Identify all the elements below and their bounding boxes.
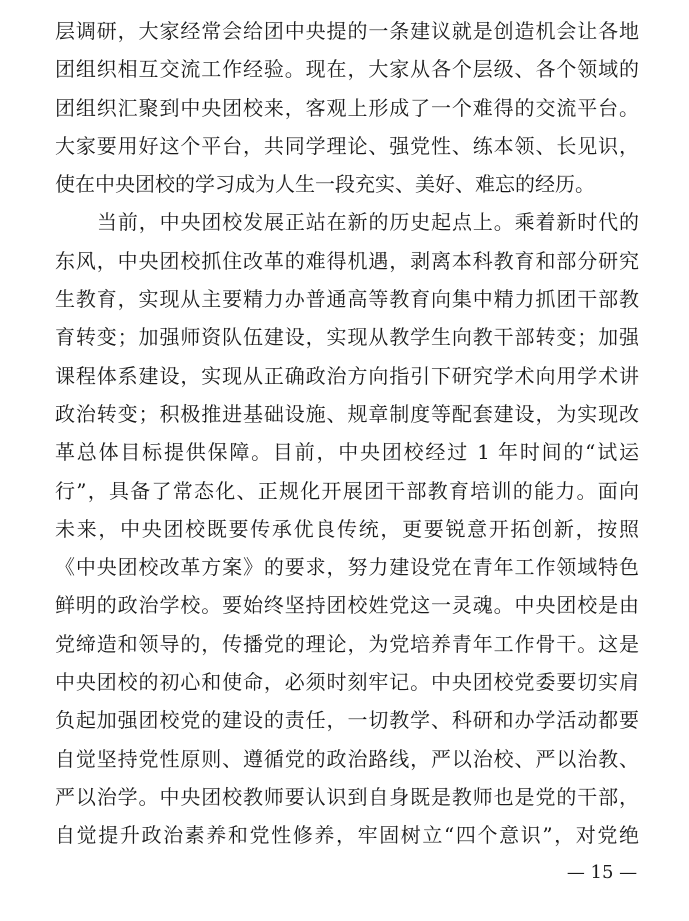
text-line: 东风，中央团校抓住改革的难得机遇，剥离本科教育和部分研究 — [55, 248, 639, 273]
text-line: 党缔造和领导的，传播党的理论，为党培养青年工作骨干。这是 — [55, 631, 639, 656]
text-line: 负起加强团校党的建设的责任，一切教学、科研和办学活动都要 — [55, 708, 639, 733]
text-line: 自觉坚持党性原则、遵循党的政治路线，严以治校、严以治教、 — [55, 746, 639, 771]
text-line: 育转变；加强师资队伍建设，实现从教学生向教干部转变；加强 — [55, 325, 639, 350]
text-line: 课程体系建设，实现从正确政治方向指引下研究学术向用学术讲 — [55, 363, 639, 388]
text-line: 革总体目标提供保障。目前，中央团校经过 1 年时间的“试运 — [55, 440, 639, 465]
paragraph-first-line: 当前，中央团校发展正站在新的历史起点上。乘着新时代的 — [97, 210, 639, 235]
text-line: 使在中央团校的学习成为人生一段充实、美好、难忘的经历。 — [55, 172, 595, 197]
page-number: — 15 — — [566, 862, 638, 883]
text-line: 层调研，大家经常会给团中央提的一条建议就是创造机会让各地 — [55, 19, 639, 43]
text-line: 政治转变；积极推进基础设施、规章制度等配套建设，为实现改 — [55, 401, 639, 426]
text-line: 团组织相互交流工作经验。现在，大家从各个层级、各个领域的 — [55, 57, 639, 82]
text-line: 团组织汇聚到中央团校来，客观上形成了一个难得的交流平台。 — [55, 95, 639, 120]
text-line: 严以治学。中央团校教师要认识到自身既是教师也是党的干部， — [55, 784, 639, 809]
text-line: 《中央团校改革方案》的要求，努力建设党在青年工作领域特色 — [55, 555, 639, 580]
text-line: 行”，具备了常态化、正规化开展团干部教育培训的能力。面向 — [55, 478, 639, 503]
text-line: 鲜明的政治学校。要始终坚持团校姓党这一灵魂。中央团校是由 — [55, 593, 639, 618]
text-line: 大家要用好这个平台，共同学理论、强党性、练本领、长见识， — [55, 133, 639, 158]
text-line: 自觉提升政治素养和党性修养，牢固树立“四个意识”，对党绝 — [55, 823, 639, 848]
text-line: 生教育，实现从主要精力办普通高等教育向集中精力抓团干部教 — [55, 287, 639, 312]
body-text — [55, 12, 639, 855]
text-line: 中央团校的初心和使命，必须时刻牢记。中央团校党委要切实肩 — [55, 670, 639, 695]
text-line: 未来，中央团校既要传承优良传统，更要锐意开拓创新，按照 — [55, 516, 639, 541]
